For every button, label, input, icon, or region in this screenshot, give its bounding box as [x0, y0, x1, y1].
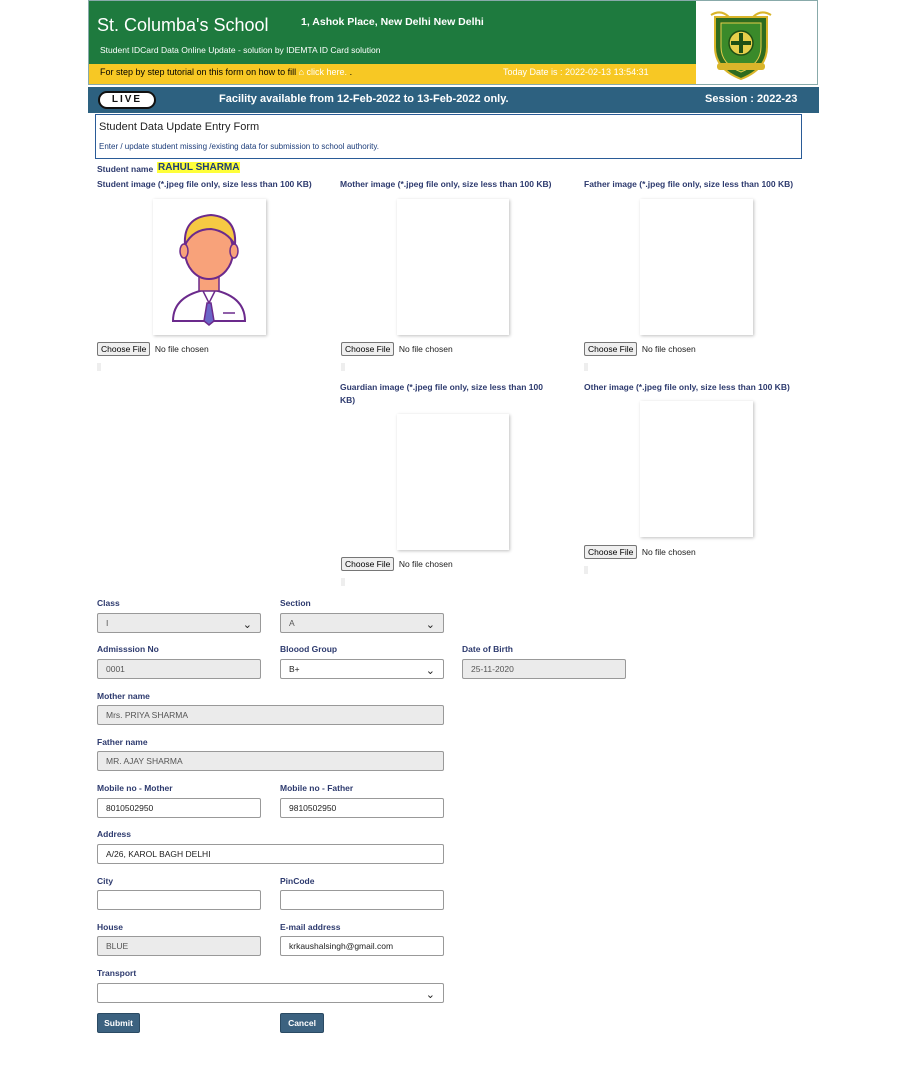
- class-select[interactable]: [97, 613, 261, 633]
- mobile-father-field[interactable]: 9810502950: [280, 798, 444, 818]
- blood-group-select[interactable]: [280, 659, 444, 679]
- student-image-label: Student image (*.jpeg file only, size less than 100 KB): [97, 179, 312, 189]
- live-bar: [88, 87, 819, 113]
- email-label: E-mail address: [280, 922, 341, 932]
- form-title: Student Data Update Entry Form: [99, 121, 260, 133]
- blood-group-select-value: B+: [289, 664, 300, 674]
- mobile-mother-field[interactable]: 8010502950: [97, 798, 261, 818]
- form-heading-box: [95, 114, 802, 159]
- father-image-label: Father image (*.jpeg file only, size less than 100 KB): [584, 179, 794, 189]
- mother-image-label: Mother image (*.jpeg file only, size less than 100 KB): [340, 179, 552, 189]
- tutorial-link[interactable]: ⌂ click here.: [298, 67, 348, 77]
- student-avatar-icon: [153, 199, 266, 335]
- address-field[interactable]: A/26, KAROL BAGH DELHI: [97, 844, 444, 864]
- student-file-status: No file chosen: [154, 344, 209, 354]
- father-name-field[interactable]: MR. AJAY SHARMA: [97, 751, 444, 771]
- blood-group-label: Bloood Group: [280, 644, 338, 654]
- other-image-label: Other image (*.jpeg file only, size less than 100 KB): [584, 382, 790, 392]
- mobile-mother-label: Mobile no - Mother: [97, 783, 173, 793]
- tutorial-link-label[interactable]: click here.: [306, 67, 348, 77]
- section-select-value: A: [289, 618, 295, 628]
- chevron-down-icon: ⌄: [242, 619, 252, 631]
- tutorial-label: For step by step tutorial on this form on how to fill: [100, 67, 297, 77]
- live-badge: LIVE: [98, 91, 156, 109]
- other-file-status: No file chosen: [641, 547, 696, 557]
- class-select-value: I: [106, 618, 109, 628]
- guardian-file-status: No file chosen: [398, 559, 453, 569]
- chevron-down-icon: ⌄: [425, 989, 435, 1001]
- mother-photo-placeholder: [397, 199, 509, 335]
- school-address: 1, Ashok Place, New Delhi New Delhi: [301, 16, 484, 28]
- tutorial-text: [100, 67, 352, 77]
- city-field[interactable]: [97, 890, 261, 910]
- mother-name-label: Mother name: [97, 691, 150, 701]
- house-field[interactable]: BLUE: [97, 936, 261, 956]
- header-subtitle: Student IDCard Data Online Update - solution by IDEMTA ID Card solution: [100, 45, 381, 55]
- email-field[interactable]: krkaushalsingh@gmail.com: [280, 936, 444, 956]
- student-name: RAHUL SHARMA: [158, 162, 240, 173]
- chevron-down-icon: ⌄: [425, 665, 435, 677]
- pincode-label: PinCode: [280, 876, 315, 886]
- admission-label: Admisssion No: [97, 644, 159, 654]
- mother-file-input[interactable]: [341, 339, 453, 357]
- other-choose-file-button[interactable]: Choose File: [584, 545, 637, 559]
- guardian-photo-placeholder: [397, 414, 509, 550]
- pincode-field[interactable]: [280, 890, 444, 910]
- today-date: Today Date is : 2022-02-13 13:54:31: [503, 67, 649, 77]
- student-photo: [153, 199, 266, 335]
- father-upload-indicator: [584, 363, 588, 371]
- admission-no-field[interactable]: 0001: [97, 659, 261, 679]
- tutorial-after: .: [349, 67, 353, 77]
- form-description: Enter / update student missing /existing data for submission to school authority.: [99, 142, 379, 151]
- other-file-input[interactable]: [584, 542, 696, 560]
- house-label: House: [97, 922, 123, 932]
- guardian-upload-indicator: [341, 578, 345, 586]
- student-name-label: Student name: [97, 164, 154, 174]
- city-label: City: [97, 876, 114, 886]
- school-header: [88, 0, 818, 85]
- father-file-status: No file chosen: [641, 344, 696, 354]
- session-label: Session : 2022-23: [705, 93, 798, 105]
- school-name: St. Columba's School: [97, 15, 269, 35]
- mother-file-status: No file chosen: [398, 344, 453, 354]
- dob-field[interactable]: 25-11-2020: [462, 659, 626, 679]
- school-crest-logo: [709, 9, 773, 81]
- submit-button[interactable]: Submit: [97, 1013, 140, 1033]
- guardian-choose-file-button[interactable]: Choose File: [341, 557, 394, 571]
- class-label: Class: [97, 598, 120, 608]
- student-file-input[interactable]: [97, 339, 209, 357]
- father-choose-file-button[interactable]: Choose File: [584, 342, 637, 356]
- father-file-input[interactable]: [584, 339, 696, 357]
- guardian-image-label: Guardian image (*.jpeg file only, size less than 100 KB): [340, 382, 543, 405]
- student-choose-file-button[interactable]: Choose File: [97, 342, 150, 356]
- dob-label: Date of Birth: [462, 644, 513, 654]
- other-photo-placeholder: [640, 401, 753, 537]
- student-upload-indicator: [97, 363, 101, 371]
- section-label: Section: [280, 598, 311, 608]
- mother-name-field[interactable]: Mrs. PRIYA SHARMA: [97, 705, 444, 725]
- father-photo-placeholder: [640, 199, 753, 335]
- mobile-father-label: Mobile no - Father: [280, 783, 354, 793]
- mother-upload-indicator: [341, 363, 345, 371]
- facility-notice: Facility available from 12-Feb-2022 to 13-Feb-2022 only.: [219, 93, 509, 105]
- transport-label: Transport: [97, 968, 137, 978]
- transport-select[interactable]: [97, 983, 444, 1003]
- address-label: Address: [97, 829, 132, 839]
- other-upload-indicator: [584, 566, 588, 574]
- guardian-file-input[interactable]: [341, 554, 453, 572]
- cancel-button[interactable]: Cancel: [280, 1013, 324, 1033]
- section-select[interactable]: [280, 613, 444, 633]
- chevron-down-icon: ⌄: [425, 619, 435, 631]
- mother-choose-file-button[interactable]: Choose File: [341, 342, 394, 356]
- father-name-label: Father name: [97, 737, 148, 747]
